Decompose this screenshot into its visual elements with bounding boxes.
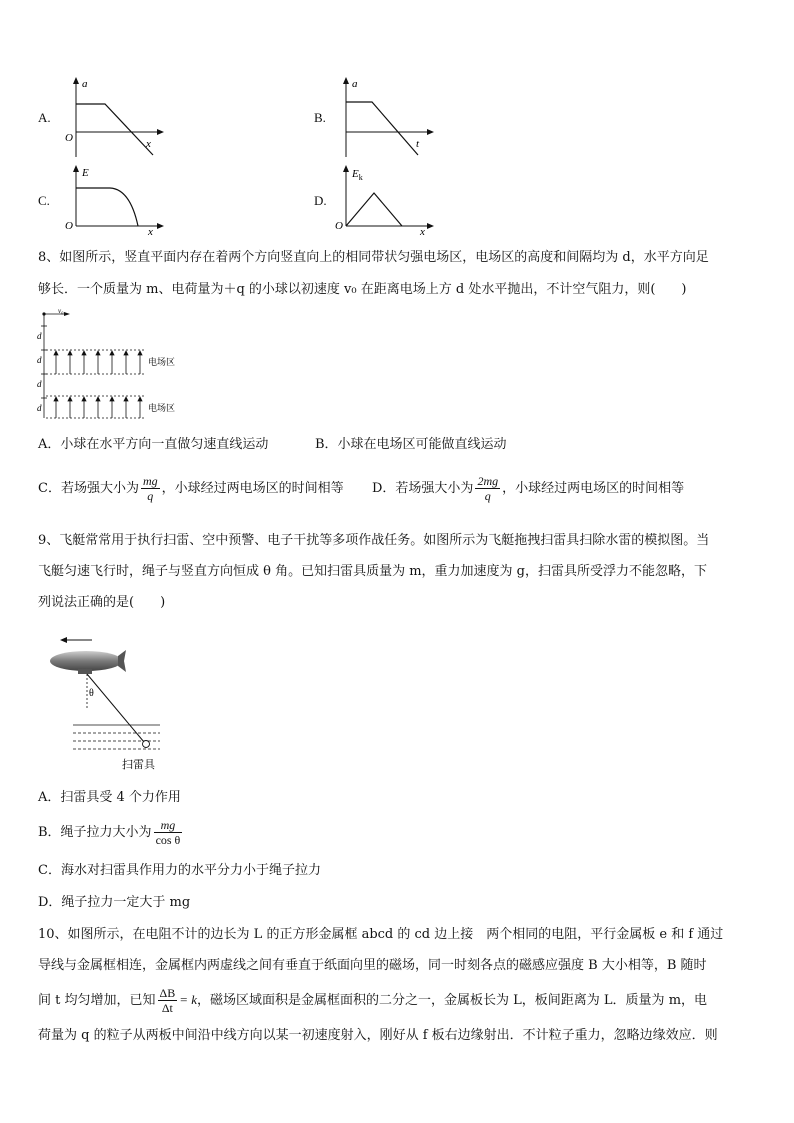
q9-sweeper-icon [143,741,150,748]
q7-a-origin-label: O [65,132,73,144]
q7-option-a-graph [60,75,170,160]
q7-option-c-graph [60,163,170,235]
q8-option-c-fraction: $\frac{mg}{q}$ [142,474,158,503]
q7-c-origin-label: O [65,220,73,232]
q7-option-d-graph [330,163,440,235]
q9-stem-line3: 列说法正确的是( ) [38,595,166,610]
q8-fig-d-label: d [37,331,42,341]
q10-stem-line3: 间 t 均匀增加，已知 $\frac{\Delta B}{\Delta t}$ = k，磁场区域面积是金属框面积的二分之一，金属板长为 L，板间距离为 L．质量为 m，电 [38,986,708,1015]
q8-fig-d-label: d [37,379,42,389]
q8-option-b[interactable]: B．小球在电场区可能做直线运动 [315,437,507,452]
q8-fig-d-label: d [37,355,42,365]
q7-a-yaxis-label: a [82,78,88,90]
q8-figure [34,308,194,423]
q8-stem-line2: 够长．一个质量为 m、电荷量为＋q 的小球以初速度 v₀ 在距离电场上方 d 处水平抛出，不计空气阻力，则( ) [38,282,687,297]
q7-d-origin-label: O [335,220,343,232]
q9-stem-line1: 9、飞艇常常用于执行扫雷、空中预警、电子干扰等多项作战任务。如图所示为飞艇拖拽扫雷具扫除水雷的模拟图。当 [38,533,710,548]
q8-option-d-fraction: $\frac{2mg}{q}$ [477,474,499,503]
q7-d-yaxis-label: $E_k$ [352,168,363,182]
q7-d-xaxis-label: x [420,226,425,235]
q10-stem-line1: 10、如图所示，在电阻不计的边长为 L 的正方形金属框 abcd 的 cd 边上接 两个相同的电阻，平行金属板 e 和 f 通过 [38,927,724,942]
q8-fig-field-label: 电场区 [148,357,176,367]
q7-c-yaxis-label: E [82,167,89,179]
q9-fig-theta-label: θ [89,688,94,699]
q7-option-d-label[interactable]: D. [314,193,327,208]
q9-option-b[interactable]: B．绳子拉力大小为 $\frac{mg}{\text{cos θ}}$ [38,818,181,847]
q7-option-b-label[interactable]: B. [314,110,326,125]
q9-option-c[interactable]: C．海水对扫雷具作用力的水平分力小于绳子拉力 [38,863,321,878]
q9-blimp-icon [50,651,122,671]
q8-fig-v0-label: v₀ [58,308,64,315]
q10-stem-line2: 导线与金属框相连，金属框内两虚线之间有垂直于纸面向里的磁场，同一时刻各点的磁感应强度 B 大小相等，B 随时 [38,958,707,973]
q9-figure [40,630,180,775]
q7-b-xaxis-label: t [416,138,420,150]
q7-a-xaxis-label: x [146,138,151,150]
q8-fig-field-label: 电场区 [148,403,176,413]
q8-stem-line1: 8、如图所示，竖直平面内存在着两个方向竖直向上的相同带状匀强电场区，电场区的高度和间隔均为 d，水平方向足 [38,250,709,265]
q9-fig-caption: 扫雷具 [122,759,155,771]
q9-direction-arrow-icon [60,637,67,643]
q9-stem-line2: 飞艇匀速飞行时，绳子与竖直方向恒成 θ 角。已知扫雷具质量为 m，重力加速度为 g，扫雷具所受浮力不能忽略，下 [38,564,708,579]
q8-option-c[interactable]: C．若场强大小为 $\frac{mg}{q}$ ，小球经过两电场区的时间相等 [38,474,344,503]
q9-option-d[interactable]: D．绳子拉力一定大于 mg [38,895,191,910]
q10-stem-line4: 荷量为 q 的粒子从两板中间沿中线方向以某一初速度射入，刚好从 f 板右边缘射出．不计粒子重力，忽略边缘效应．则 [38,1028,718,1043]
q7-option-b-graph [330,75,440,160]
q8-fig-d-label: d [37,403,42,413]
q10-fraction: $\frac{\Delta B}{\Delta t}$ [159,986,176,1015]
q7-option-c-label[interactable]: C. [38,193,50,208]
q9-option-a[interactable]: A．扫雷具受 4 个力作用 [38,790,181,805]
q8-option-a[interactable]: A．小球在水平方向一直做匀速直线运动 [38,437,269,452]
q7-c-xaxis-label: x [148,226,153,235]
q9-option-b-fraction: $\frac{mg}{\text{cos θ}}$ [155,818,181,847]
q8-option-d[interactable]: D．若场强大小为 $\frac{2mg}{q}$ ，小球经过两电场区的时间相等 [372,474,685,503]
q7-b-yaxis-label: a [352,78,358,90]
q7-option-a-label[interactable]: A. [38,110,51,125]
